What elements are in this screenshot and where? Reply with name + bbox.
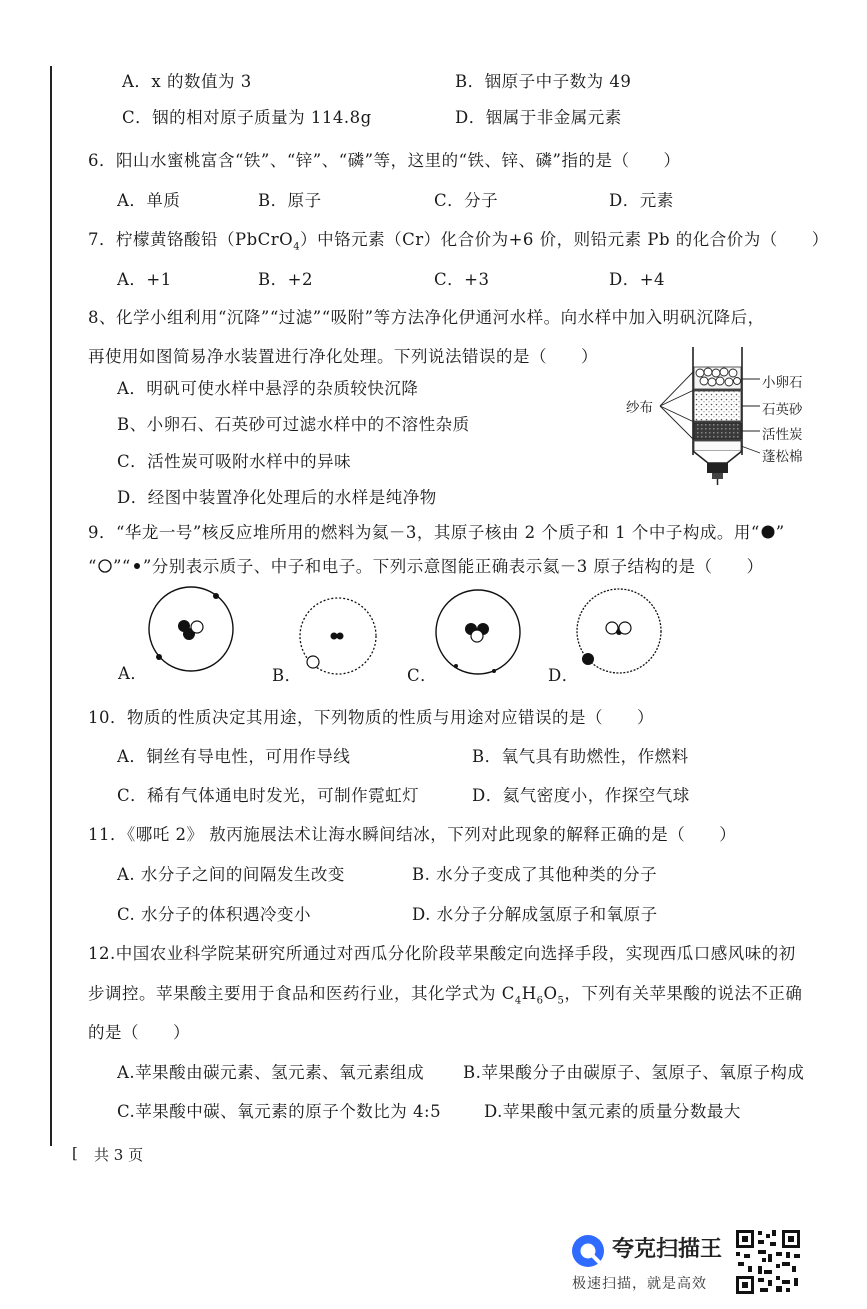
q8-option-a: A．明矾可使水样中悬浮的杂质较快沉降: [117, 379, 419, 398]
label-gauze: 纱布: [626, 400, 653, 416]
sand-layer: [694, 391, 741, 421]
q12-option-d: D.苹果酸中氢元素的质量分数最大: [484, 1102, 741, 1121]
q9-label-a: A．: [118, 664, 148, 683]
bottle-neck: [693, 451, 742, 463]
q10-option-a: A．铜丝有导电性，可用作导线: [117, 747, 351, 766]
carbon-layer: [694, 423, 741, 439]
q6-option-d: D．元素: [609, 191, 674, 210]
q6-option-a: A．单质: [117, 191, 181, 210]
label-carbon: 活性炭: [762, 427, 803, 443]
q12-stem-line1: 12.中国农业科学院某研究所通过对西瓜分化阶段苹果酸定向选择手段，实现西瓜口感风味的初: [88, 944, 796, 963]
q5-option-a: A．x 的数值为 3: [122, 72, 252, 91]
q6-option-c: C．分子: [434, 191, 499, 210]
atom-diagram-c: [432, 588, 524, 676]
binding-margin-line: [50, 66, 52, 1146]
q7-option-d: D．+4: [609, 270, 666, 289]
page-count: 共 3 页: [94, 1146, 144, 1164]
atom-diagram-a: [145, 586, 240, 676]
q8-option-d: D．经图中装置净化处理后的水样是纯净物: [117, 488, 437, 507]
q9-label-c: C．: [407, 666, 438, 685]
q11-option-d: D. 水分子分解成氢原子和氧原子: [412, 905, 658, 924]
pebble-layer: [694, 367, 741, 389]
q7-option-c: C．+3: [434, 270, 490, 289]
q12-option-b: B.苹果酸分子由碳原子、氢原子、氧原子构成: [463, 1063, 805, 1082]
footer-bracket-mark: [: [72, 1144, 78, 1162]
outlet: [712, 473, 723, 479]
q10-stem: 10．物质的性质决定其用途，下列物质的性质与用途对应错误的是（ ）: [88, 708, 654, 727]
label-sand: 石英砂: [762, 402, 803, 418]
q10-option-d: D．氦气密度小，作探空气球: [472, 786, 690, 805]
scanner-logo-icon: [570, 1233, 606, 1269]
q8-option-b: B、小卵石、石英砂可过滤水样中的不溶性杂质: [117, 415, 470, 434]
q11-option-a: A. 水分子之间的间隔发生改变: [117, 865, 345, 884]
q5-option-d: D．铟属于非金属元素: [455, 108, 622, 127]
q7-option-a: A．+1: [117, 270, 172, 289]
q11-option-b: B. 水分子变成了其他种类的分子: [412, 865, 658, 884]
proton-symbol-icon: [760, 524, 776, 540]
q10-option-b: B．氧气具有助燃性，作燃料: [472, 747, 689, 766]
atom-diagram-b: [296, 596, 386, 678]
electron-symbol-icon: [131, 558, 143, 574]
q11-stem: 11．《哪吒 2》 敖丙施展法术让海水瞬间结冰，下列对此现象的解释正确的是（ ）: [88, 825, 737, 844]
label-pebbles: 小卵石: [762, 375, 803, 391]
atom-diagram-d: [573, 587, 665, 675]
q7-option-b: B．+2: [258, 270, 313, 289]
qr-code-icon: [734, 1228, 802, 1296]
q9-label-d: D．: [548, 666, 579, 685]
q6-option-b: B．原子: [258, 191, 322, 210]
neutron-symbol-icon: [97, 558, 113, 574]
q6-stem: 6．阳山水蜜桃富含“铁”、“锌”、“磷”等，这里的“铁、锌、磷”指的是（ ）: [88, 151, 681, 170]
q9-stem-line1: 9．“华龙一号”核反应堆所用的燃料为氦－3，其原子核由 2 个质子和 1 个中子构成。用“ ”: [88, 523, 785, 542]
q12-stem-line2: 步调控。苹果酸主要用于食品和医药行业，其化学式为 $C_4H_6O_5$，下列有关苹果酸的说法不正确: [88, 984, 803, 1007]
q12-stem-line3: 的是（ ）: [88, 1023, 190, 1042]
bottle-cap: [707, 463, 728, 473]
q8-option-c: C．活性炭可吸附水样中的异味: [117, 452, 352, 471]
q5-option-c: C．铟的相对原子质量为 114.8g: [122, 108, 372, 127]
q5-option-b: B．铟原子中子数为 49: [455, 72, 632, 91]
cotton-layer: [694, 441, 741, 451]
scanner-slogan: 极速扫描，就是高效: [572, 1276, 707, 1292]
q9-label-b: B．: [272, 666, 302, 685]
q9-stem-line2: “ ”“ ”分别表示质子、中子和电子。下列示意图能正确表示氦－3 原子结构的是（ ）: [88, 557, 764, 576]
q12-option-a: A.苹果酸由碳元素、氢元素、氧元素组成: [117, 1063, 425, 1082]
scanner-brand-name: 夸克扫描王: [612, 1237, 723, 1262]
q8-stem-line1: 8、化学小组利用“沉降”“过滤”“吸附”等方法净化伊通河水样。向水样中加入明矾沉降后，: [88, 308, 765, 327]
q11-option-c: C. 水分子的体积遇冷变小: [117, 905, 312, 924]
q10-option-c: C．稀有气体通电时发光，可制作霓虹灯: [117, 786, 420, 805]
q12-option-c: C.苹果酸中碳、氧元素的原子个数比为 4:5: [117, 1102, 442, 1121]
label-cotton: 蓬松棉: [762, 449, 803, 465]
q7-stem: 7．柠檬黄铬酸铅（PbCrO$_4$）中铬元素（Cr）化合价为+6 价，则铅元素 Pb 的化合价为（ ）: [88, 230, 829, 253]
q8-stem-line2: 再使用如图简易净水装置进行净化处理。下列说法错误的是（ ）: [88, 347, 598, 366]
